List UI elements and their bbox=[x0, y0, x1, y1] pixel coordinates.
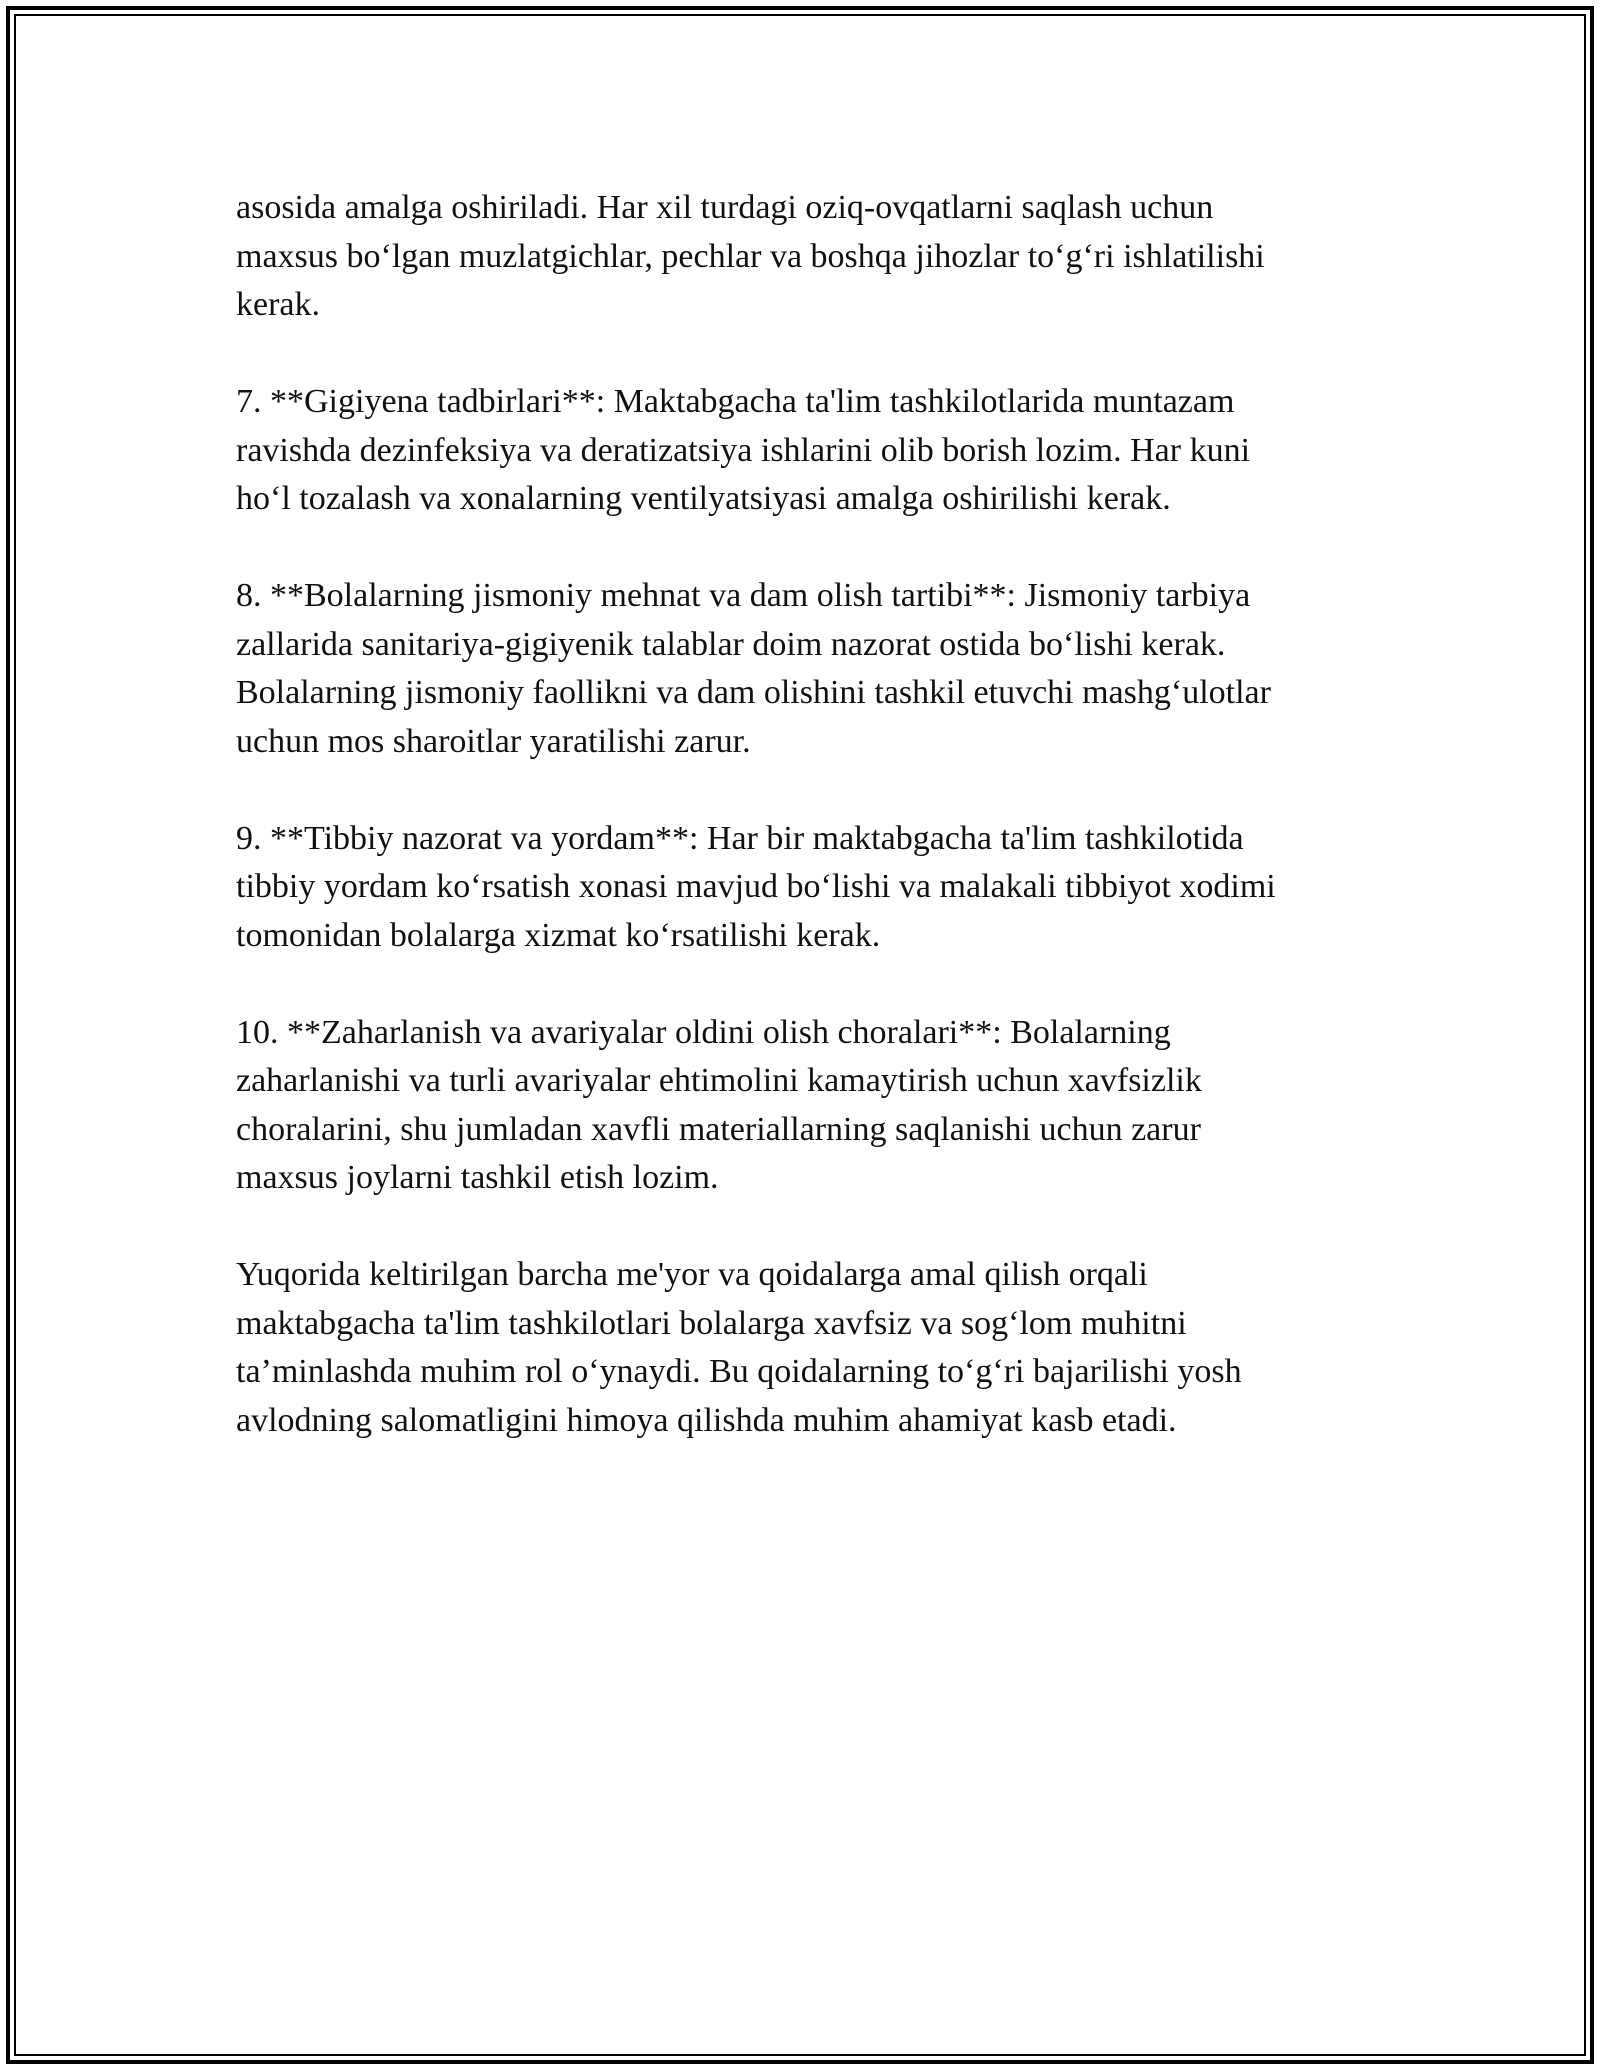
text-line: zaharlanishi va turli avariyalar ehtimolini kamaytirish uchun xavfsizlik bbox=[236, 1062, 1202, 1099]
text-line: tomonidan bolalarga xizmat ko‘rsatilishi kerak. bbox=[236, 916, 881, 954]
text-line: uchun mos sharoitlar yaratilishi zarur. bbox=[236, 722, 751, 760]
text-line: 8. **Bolalarning jismoniy mehnat va dam olish tartibi**: Jismoniy tarbiya bbox=[236, 577, 1251, 614]
text-line: maktabgacha ta'lim tashkilotlari bolalarga xavfsiz va sog‘lom muhitni bbox=[236, 1304, 1187, 1342]
text-line: maxsus bo‘lgan muzlatgichlar, pechlar va boshqa jihozlar to‘g‘ri ishlatilishi bbox=[236, 237, 1265, 275]
paragraph-item-8 bbox=[236, 572, 1376, 766]
paragraph-conclusion bbox=[236, 1251, 1376, 1445]
text-line: zallarida sanitariya-gigiyenik talablar doim nazorat ostida bo‘lishi kerak. bbox=[236, 625, 1226, 663]
text-line: 10. **Zaharlanish va avariyalar oldini olish choralari**: Bolalarning bbox=[236, 1013, 1171, 1051]
text-line: 7. **Gigiyena tadbirlari**: Maktabgacha ta'lim tashkilotlarida muntazam bbox=[236, 383, 1235, 420]
text-line: maxsus joylarni tashkil etish lozim. bbox=[236, 1159, 719, 1196]
text-line: Yuqorida keltirilgan barcha me'yor va qoidalarga amal qilish orqali bbox=[236, 1256, 1148, 1293]
text-line: asosida amalga oshiriladi. Har xil turdagi oziq-ovqatlarni saqlash uchun bbox=[236, 189, 1214, 226]
text-line: 9. **Tibbiy nazorat va yordam**: Har bir maktabgacha ta'lim tashkilotida bbox=[236, 819, 1244, 857]
text-line: ta’minlashda muhim rol o‘ynaydi. Bu qoidalarning to‘g‘ri bajarilishi yosh bbox=[236, 1353, 1242, 1390]
text-line: ho‘l tozalash va xonalarning ventilyatsiyasi amalga oshirilishi kerak. bbox=[236, 480, 1171, 517]
text-line: choralarini, shu jumladan xavfli materiallarning saqlanishi uchun zarur bbox=[236, 1110, 1201, 1148]
paragraph-item-9 bbox=[236, 815, 1376, 961]
text-line: avlodning salomatligini himoya qilishda muhim ahamiyat kasb etadi. bbox=[236, 1401, 1177, 1439]
text-line: tibbiy yordam ko‘rsatish xonasi mavjud bo‘lishi va malakali tibbiyot xodimi bbox=[236, 868, 1276, 905]
paragraph-item-7 bbox=[236, 378, 1376, 524]
text-line: kerak. bbox=[236, 286, 321, 323]
text-line: Bolalarning jismoniy faollikni va dam olishini tashkil etuvchi mashg‘ulotlar bbox=[236, 674, 1271, 711]
text-line: ravishda dezinfeksiya va deratizatsiya ishlarini olib borish lozim. Har kuni bbox=[236, 431, 1251, 469]
paragraph-item-10 bbox=[236, 1009, 1376, 1203]
paragraph-continuation bbox=[236, 184, 1376, 330]
document-body bbox=[236, 184, 1376, 1494]
